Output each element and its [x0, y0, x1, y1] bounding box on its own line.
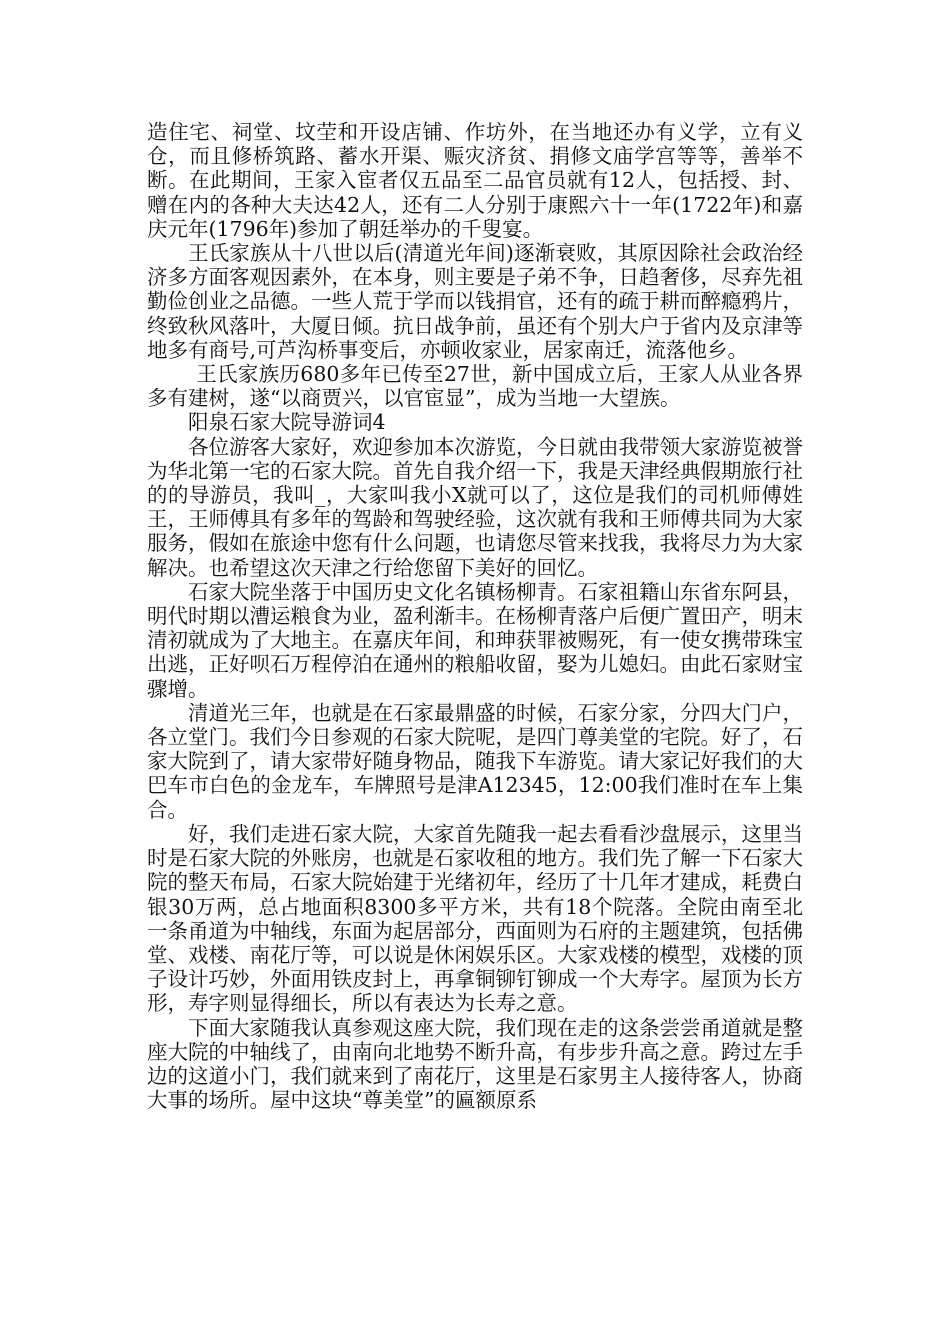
paragraph-wang-family-deeds: 造住宅、祠堂、坟茔和开设店铺、作坊外，在当地还办有义学，立有义仓，而且修桥筑路、蓄水开渠、赈灾济贫、捐修文庙学宫等等，善举不断。在此期间，王家入宦者仅五品至二品官员就有12人，包括授、封、赠在内的各种大夫达42人，还有二人分别于康熙六十一年(1722年)和嘉庆元年(1796年)参加了朝廷举办的千叟宴。	[147, 120, 803, 241]
section-heading-shi-family-tour: 阳泉石家大院导游词4	[188, 410, 386, 435]
paragraph-wang-family-decline: 王氏家族从十八世以后(清道光年间)逐渐衰败，其原因除社会政治经济多方面客观因素外，在本身，则主要是子弟不争，日趋奢侈，尽弃先祖勤俭创业之品德。一些人荒于学而以钱捐官，还有的疏于耕而醉瘾鸦片，终致秋风落叶，大厦日倾。抗日战争前，虽还有个别大户于省内及京津等地多有商号,可芦沟桥事变后，亦顿收家业，居家南迁，流落他乡。	[147, 241, 803, 362]
paragraph-south-hall: 下面大家随我认真参观这座大院，我们现在走的这条尝尝甬道就是整座大院的中轴线了，由南向北地势不断升高，有步步升高之意。跨过左手边的这道小门，我们就来到了南花厅，这里是石家男主人接待客人，协商大事的场所。屋中这块“尊美堂”的匾额原系	[147, 1015, 803, 1113]
paragraph-family-division: 清道光三年，也就是在石家最鼎盛的时候，石家分家，分四大门户，各立堂门。我们今日参观的石家大院呢，是四门尊美堂的宅院。好了，石家大院到了，请大家带好随身物品，随我下车游览。请大家记好我们的大巴车市白色的金龙车，车牌照号是津A12345，12:00我们准时在车上集合。	[147, 700, 803, 822]
paragraph-shi-family-history: 石家大院坐落于中国历史文化名镇杨柳青。石家祖籍山东省东阿县，明代时期以漕运粮食为业，盈利渐丰。在杨柳青落户后便广置田产，明末清初就成为了大地主。在嘉庆年间，和珅获罪被赐死，有一使女携带珠宝出逃，正好呗石万程停泊在通州的粮船收留，娶为儿媳妇。由此石家财宝骤增。	[147, 579, 803, 701]
paragraph-tour-welcome: 各位游客大家好，欢迎参加本次游览，今日就由我带领大家游览被誉为华北第一宅的石家大院。首先自我介绍一下，我是天津经典假期旅行社的的导游员，我叫_，大家叫我小X就可以了，这位是我们的司机师傅姓王，王师傅具有多年的驾龄和驾驶经验，这次就有我和王师傅共同为大家服务，假如在旅途中您有什么问题，也请您尽管来找我，我将尽力为大家解决。也希望这次天津之行给您留下美好的回忆。	[147, 434, 803, 580]
paragraph-wang-family-today: 王氏家族历680多年已传至27世，新中国成立后，王家人从业各界多有建树，遂“以商贾兴，以官宦显”，成为当地一大望族。	[147, 362, 803, 411]
paragraph-courtyard-layout: 好，我们走进石家大院，大家首先随我一起去看看沙盘展示，这里当时是石家大院的外账房，也就是石家收租的地方。我们先了解一下石家大院的整天布局，石家大院始建于光绪初年，经历了十几年才建成，耗费白银30万两，总占地面积8300多平方米，共有18个院落。全院由南至北一条甬道为中轴线，东面为起居部分，西面则为石府的主题建筑，包括佛堂、戏楼、南花厅等，可以说是休闲娱乐区。大家戏楼的模型，戏楼的顶子设计巧妙，外面用铁皮封上，再拿铜铆钉铆成一个大寿字。屋顶为长方形，寿字则显得细长，所以有表达为长寿之意。	[147, 821, 803, 1016]
document-body	[147, 120, 803, 1112]
